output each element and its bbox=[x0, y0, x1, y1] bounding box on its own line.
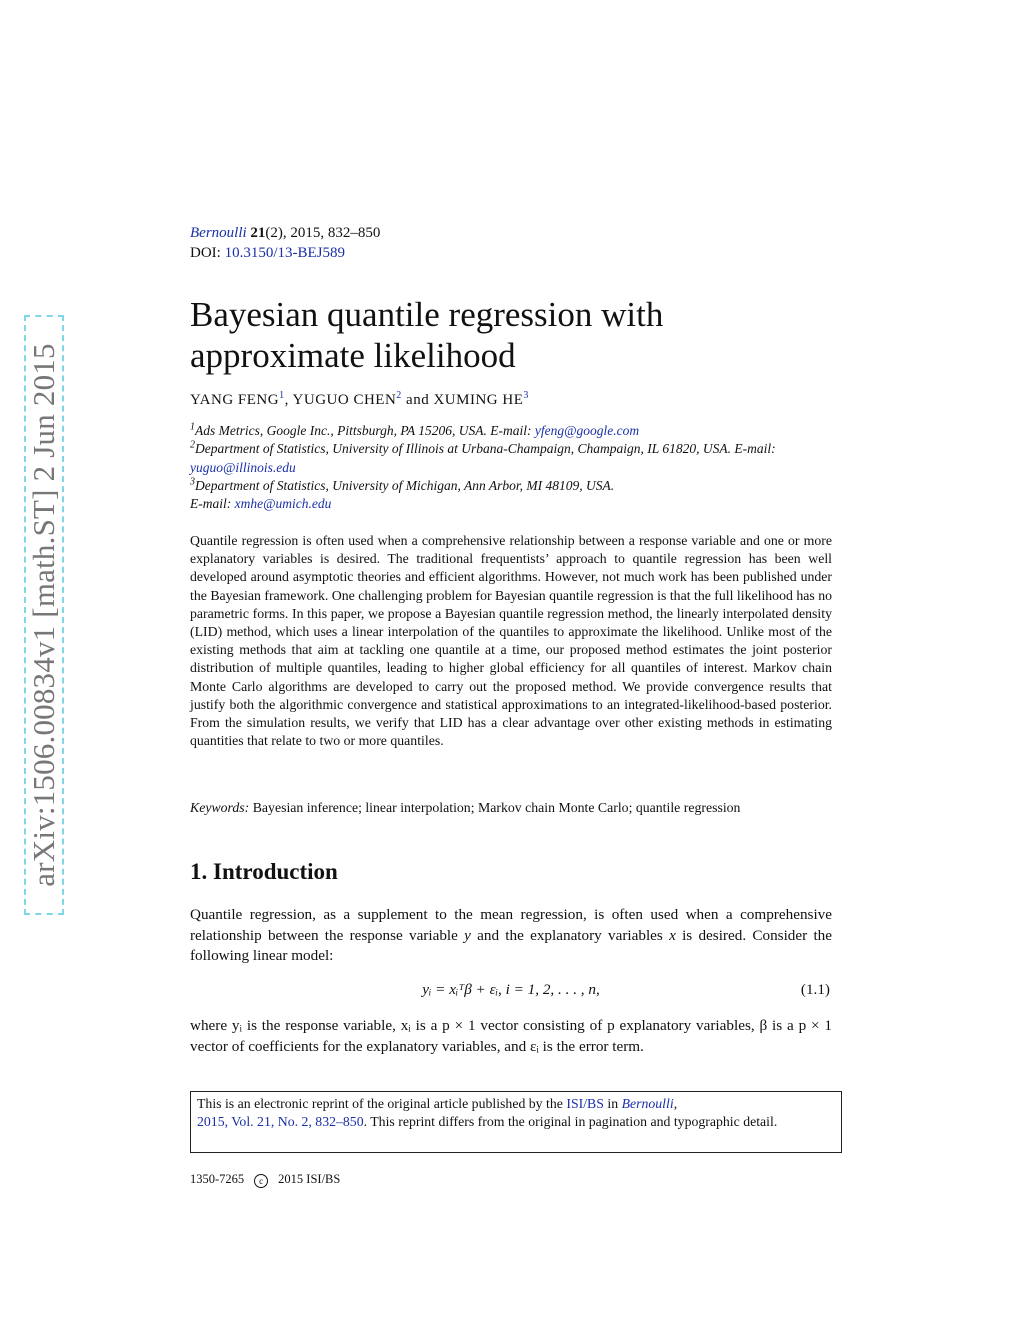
author-2: YUGUO CHEN bbox=[292, 392, 397, 408]
section-heading: 1. Introduction bbox=[190, 859, 338, 884]
intro-text: and the explanatory variables bbox=[470, 926, 670, 944]
paper-title bbox=[190, 294, 830, 376]
equation: yᵢ = xᵢᵀβ + εᵢ, i = 1, 2, . . . , n, bbox=[422, 981, 600, 998]
keywords bbox=[190, 799, 832, 817]
keywords-label: Keywords: bbox=[190, 800, 250, 815]
reprint-text: . This reprint differs from the original in pagination and typographic detail. bbox=[363, 1114, 778, 1130]
journal-header bbox=[190, 223, 380, 263]
affiliation-2 bbox=[190, 440, 832, 477]
doi-label: DOI: bbox=[190, 245, 221, 261]
reprint-text: , bbox=[673, 1096, 678, 1111]
author-separator: , bbox=[284, 392, 293, 408]
math-var: x bbox=[669, 926, 676, 944]
author-3-affil-ref[interactable]: 3 bbox=[523, 390, 529, 401]
reprint-text: This is an electronic reprint of the original article published by the bbox=[197, 1096, 567, 1111]
title-line-2: approximate likelihood bbox=[190, 336, 516, 375]
equation-number: (1.1) bbox=[800, 981, 830, 998]
keywords-text: Bayesian inference; linear interpolation; Markov chain Monte Carlo; quantile regression bbox=[249, 800, 741, 815]
intro-paragraph bbox=[190, 905, 832, 967]
affiliation-3 bbox=[190, 477, 832, 514]
affiliation-text: Ads Metrics, Google Inc., Pittsburgh, PA 15206, USA. E-mail: bbox=[195, 423, 535, 438]
author-list bbox=[190, 392, 529, 409]
reprint-notice bbox=[190, 1091, 842, 1153]
volume-link[interactable]: 2015, Vol. 21, No. 2, 832–850 bbox=[197, 1114, 364, 1130]
footer-copyright bbox=[190, 1172, 340, 1188]
journal-volume: 21 bbox=[250, 225, 266, 241]
journal-issue-pages: (2), 2015, 832–850 bbox=[265, 225, 381, 241]
author-1-affil-ref[interactable]: 1 bbox=[279, 390, 285, 401]
isi-bs-link[interactable]: ISI/BS bbox=[566, 1096, 604, 1111]
affiliation-marker: 3 bbox=[190, 476, 195, 488]
author-3: XUMING HE bbox=[433, 392, 524, 408]
author-1: YANG FENG bbox=[190, 392, 280, 408]
affiliation-text: Department of Statistics, University of Illinois at Urbana-Champaign, Champaign, IL 61820, USA. E-mail: bbox=[195, 441, 776, 457]
abstract: Quantile regression is often used when a comprehensive relationship between a response variable and one or more explanatory variables is desired. The traditional frequentists’ approach to quantile regression has been well developed around asymptotic theories and efficient algorithms. However, not much work has been published under the Bayesian framework. One challenging problem for Bayesian quantile regression is that the full likelihood has no parametric forms. In this paper, we propose a Bayesian quantile regression method, the linearly interpolated density (LID) method, which uses a linear interpolation of the quantiles to approximate the likelihood. Unlike most of the existing methods that aim at tackling one quantile at a time, our proposed method estimates the joint posterior distribution of multiple quantiles, leading to higher global efficiency for all quantiles of interest. Markov chain Monte Carlo algorithms are developed to carry out the proposed method. We provide convergence results that justify both the algorithmic convergence and statistical approximations to an integrated-likelihood-based posterior. From the simulation results, we verify that LID has a clear advantage over other existing methods in estimating quantities that relate to two or more quantiles. bbox=[190, 533, 832, 749]
affiliation-text: Department of Statistics, University of Michigan, Ann Arbor, MI 48109, USA. bbox=[195, 477, 615, 493]
doi-link[interactable]: 10.3150/13-BEJ589 bbox=[224, 245, 345, 261]
journal-name-link[interactable]: Bernoulli bbox=[190, 225, 247, 241]
copyright-icon: c bbox=[254, 1174, 268, 1188]
bernoulli-link[interactable]: Bernoulli bbox=[621, 1096, 674, 1111]
intro-text: Quantile regression, as a supplement to the mean regression, is often used when a comprehensive relationship between the response variable bbox=[190, 906, 832, 944]
copyright-text: 2015 ISI/BS bbox=[278, 1172, 341, 1186]
title-line-1: Bayesian quantile regression with bbox=[190, 295, 664, 334]
equation-row bbox=[190, 981, 832, 1003]
email-link[interactable]: yuguo@illinois.edu bbox=[190, 459, 296, 475]
affiliation-marker: 2 bbox=[190, 439, 195, 451]
email-link[interactable]: yfeng@google.com bbox=[534, 423, 640, 438]
math-var: y bbox=[464, 926, 471, 944]
intro-paragraph-2: where yᵢ is the response variable, xᵢ is a p × 1 vector consisting of p explanatory variables, β is a p × 1 vector of coefficients for the explanatory variables, and εᵢ is the error term. bbox=[190, 1017, 832, 1055]
affiliation-marker: 1 bbox=[190, 421, 195, 433]
email-link[interactable]: xmhe@umich.edu bbox=[234, 496, 332, 512]
affiliation-1 bbox=[190, 422, 832, 440]
author-separator: and bbox=[401, 392, 434, 408]
arxiv-identifier[interactable]: arXiv:1506.00834v1 [math.ST] 2 Jun 2015 bbox=[26, 343, 61, 887]
issn: 1350-7265 bbox=[190, 1172, 245, 1186]
intro-text: is desired. Consider the following linear model: bbox=[190, 926, 832, 964]
affiliation-text: E-mail: bbox=[190, 496, 235, 512]
author-2-affil-ref[interactable]: 2 bbox=[396, 390, 402, 401]
reprint-text: in bbox=[603, 1096, 622, 1111]
affiliations bbox=[190, 422, 832, 513]
